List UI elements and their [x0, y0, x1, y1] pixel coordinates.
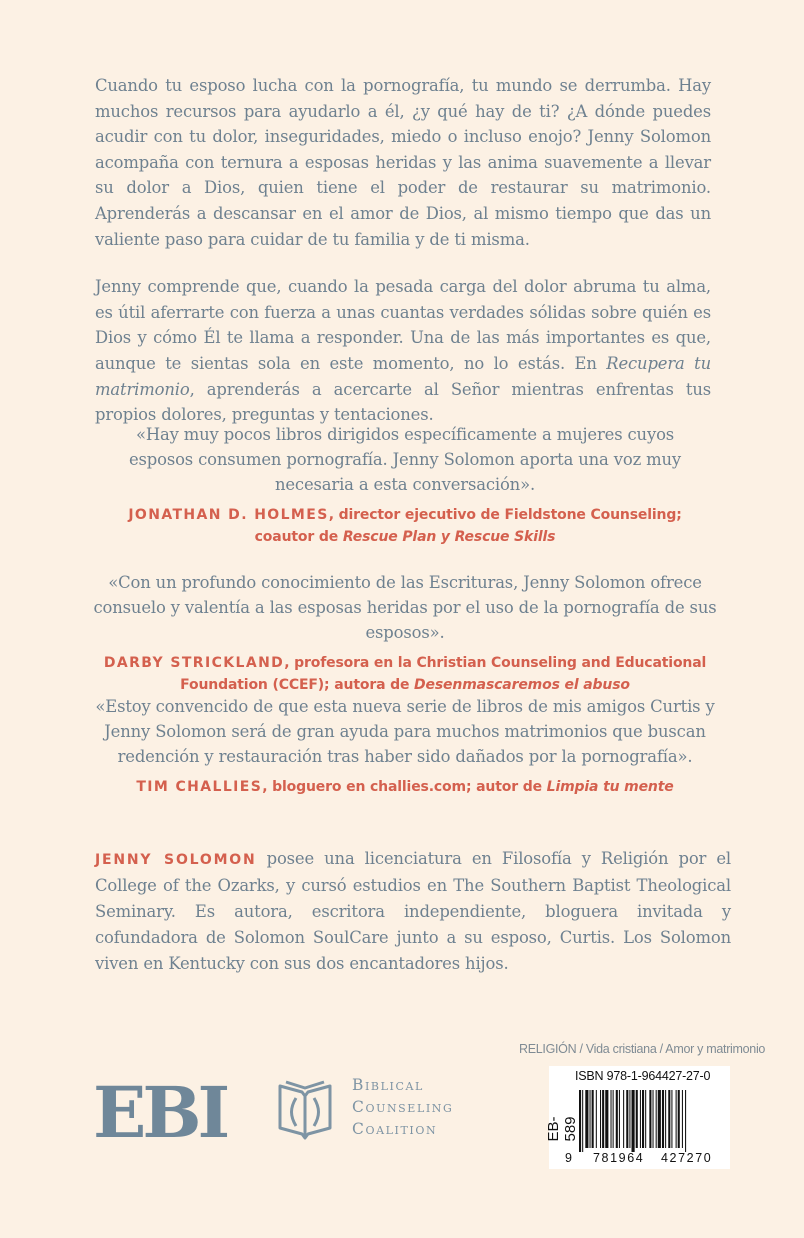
barcode-bar [645, 1090, 646, 1148]
barcode [579, 1090, 721, 1152]
endorser-role-2: coautor de [254, 529, 343, 545]
product-code: EB-589 [545, 1116, 579, 1142]
endorser-book: Rescue Plan y Rescue Skills [342, 529, 556, 545]
endorsement-text: «Hay muy pocos libros dirigidos específicamente a mujeres cuyos esposos consumen pornografía. Jenny Solomon aporta una voz muy necesaria a esta conversación». [128, 425, 682, 494]
barcode-bar [582, 1090, 583, 1152]
endorsement-attribution [90, 504, 720, 548]
barcode-bar [600, 1090, 601, 1148]
barcode-bar [676, 1090, 677, 1148]
barcode-bar [685, 1090, 686, 1152]
barcode-bar [632, 1090, 635, 1152]
category-label: RELIGIÓN / Vida cristiana / Amor y matrimonio [519, 1042, 766, 1056]
barcode-bar [629, 1090, 630, 1148]
endorsement-challies [90, 694, 720, 798]
barcode-bar [579, 1090, 581, 1152]
barcode-bar [605, 1090, 608, 1148]
barcode-bar [592, 1090, 594, 1148]
barcode-bar [623, 1090, 624, 1148]
author-bio [95, 846, 731, 977]
barcode-bar [626, 1090, 628, 1148]
barcode-bar [671, 1090, 672, 1148]
barcode-bar [640, 1090, 641, 1148]
blurb-paragraph-2 [95, 274, 711, 428]
endorsement-text: «Con un profundo conocimiento de las Escrituras, Jenny Solomon ofrece consuelo y valentía a las esposas heridas por el uso de la pornografía de sus esposos». [93, 573, 717, 642]
endorser-name: DARBY STRICKLAND [103, 655, 285, 671]
endorsement-attribution [90, 776, 720, 798]
barcode-bar [653, 1090, 654, 1148]
partner-line-1: Biblical [352, 1076, 424, 1094]
partner-line-3: Coalition [352, 1120, 438, 1138]
endorser-name: TIM CHALLIES [136, 779, 263, 795]
barcode-bar [616, 1090, 618, 1148]
back-cover-blurb [95, 73, 711, 428]
isbn-label: ISBN 978-1-964427-27-0 [575, 1069, 711, 1083]
endorser-role: , director ejecutivo de Fieldstone Counseling; [328, 507, 682, 523]
author-name: JENNY SOLOMON [95, 852, 257, 868]
barcode-bar [585, 1090, 588, 1148]
barcode-bar [619, 1090, 620, 1148]
barcode-bar [668, 1090, 670, 1148]
barcode-bar [649, 1090, 651, 1148]
endorser-book: Limpia tu mente [546, 779, 674, 795]
barcode-bar [656, 1090, 657, 1148]
endorsement-attribution [90, 652, 720, 696]
barcode-bar [590, 1090, 591, 1148]
barcode-bar [602, 1090, 604, 1148]
endorsement-text: «Estoy convencido de que esta nueva serie de libros de mis amigos Curtis y Jenny Solomon será de gran ayuda para muchos matrimonios que buscan redención y restauración tras haber sido dañados por la pornografía». [95, 697, 715, 766]
endorser-role: , profesora en la Christian Counseling and Educational [284, 655, 707, 671]
barcode-bar [678, 1090, 680, 1148]
barcode-bar [636, 1090, 638, 1148]
partner-logo-text [352, 1074, 453, 1140]
endorser-role: , bloguero en challies.com; autor de [262, 779, 547, 795]
barcode-digits-right: 427270 [661, 1151, 713, 1165]
barcode-bar [642, 1090, 644, 1148]
barcode-bar [665, 1090, 666, 1148]
barcode-bar [658, 1090, 661, 1148]
barcode-bar [682, 1090, 683, 1148]
partner-line-2: Counseling [352, 1098, 454, 1116]
barcode-bar [611, 1090, 612, 1148]
author-bio-text [95, 846, 731, 977]
barcode-bar [613, 1090, 614, 1148]
open-book-icon [276, 1076, 334, 1144]
endorsement-holmes [90, 422, 720, 548]
bio-text: posee una licenciatura en Filosofía y Religión por el College of the Ozarks, y cursó estudios en The Southern Baptist Theological Seminary. Es autora, escritora independiente, bloguera invitada y cofundadora de Solomon SoulCare junto a su esposo, Curtis. Los Solomon viven en Kentucky con sus dos encantadores hijos. [95, 849, 731, 973]
barcode-bar [596, 1090, 597, 1148]
endorser-name: JONATHAN D. HOLMES [128, 507, 329, 523]
blurb-p2-text: Jenny comprende que, cuando la pesada carga del dolor abruma tu alma, es útil aferrarte con fuerza a unas cuantas verdades sólidas sobre quién es Dios y cómo Él te llama a responder. Una de las más importantes es que, aunque te sientas sola en este momento, no lo estás. En [95, 277, 711, 373]
endorser-book: Desenmascaremos el abuso [414, 677, 630, 693]
endorser-role-2: Foundation (CCEF); autora de [180, 677, 415, 693]
book-title: Recupera tu matrimonio [95, 353, 711, 399]
publisher-logo: EBI [93, 1071, 227, 1154]
barcode-bar [662, 1090, 664, 1148]
barcode-digit-first: 9 [565, 1151, 572, 1165]
blurb-p2-end: , aprenderás a acercarte al Señor mientras enfrentas tus propios dolores, preguntas y tentaciones. [95, 379, 711, 425]
blurb-paragraph-1: Cuando tu esposo lucha con la pornografía, tu mundo se derrumba. Hay muchos recursos para ayudarlo a él, ¿y qué hay de ti? ¿A dónde puedes acudir con tu dolor, inseguridades, miedo o incluso enojo? Jenny Solomon acompaña con ternura a esposas heridas y las anima suavemente a llevar su dolor a Dios, quien tiene el poder de restaurar su matrimonio. Aprenderás a descansar en el amor de Dios, al mismo tiempo que das un valiente paso para cuidar de tu familia y de ti misma. [95, 76, 711, 249]
barcode-digits-left: 781964 [593, 1151, 645, 1165]
isbn-barcode-box [545, 1066, 730, 1169]
endorsement-strickland [90, 570, 720, 696]
